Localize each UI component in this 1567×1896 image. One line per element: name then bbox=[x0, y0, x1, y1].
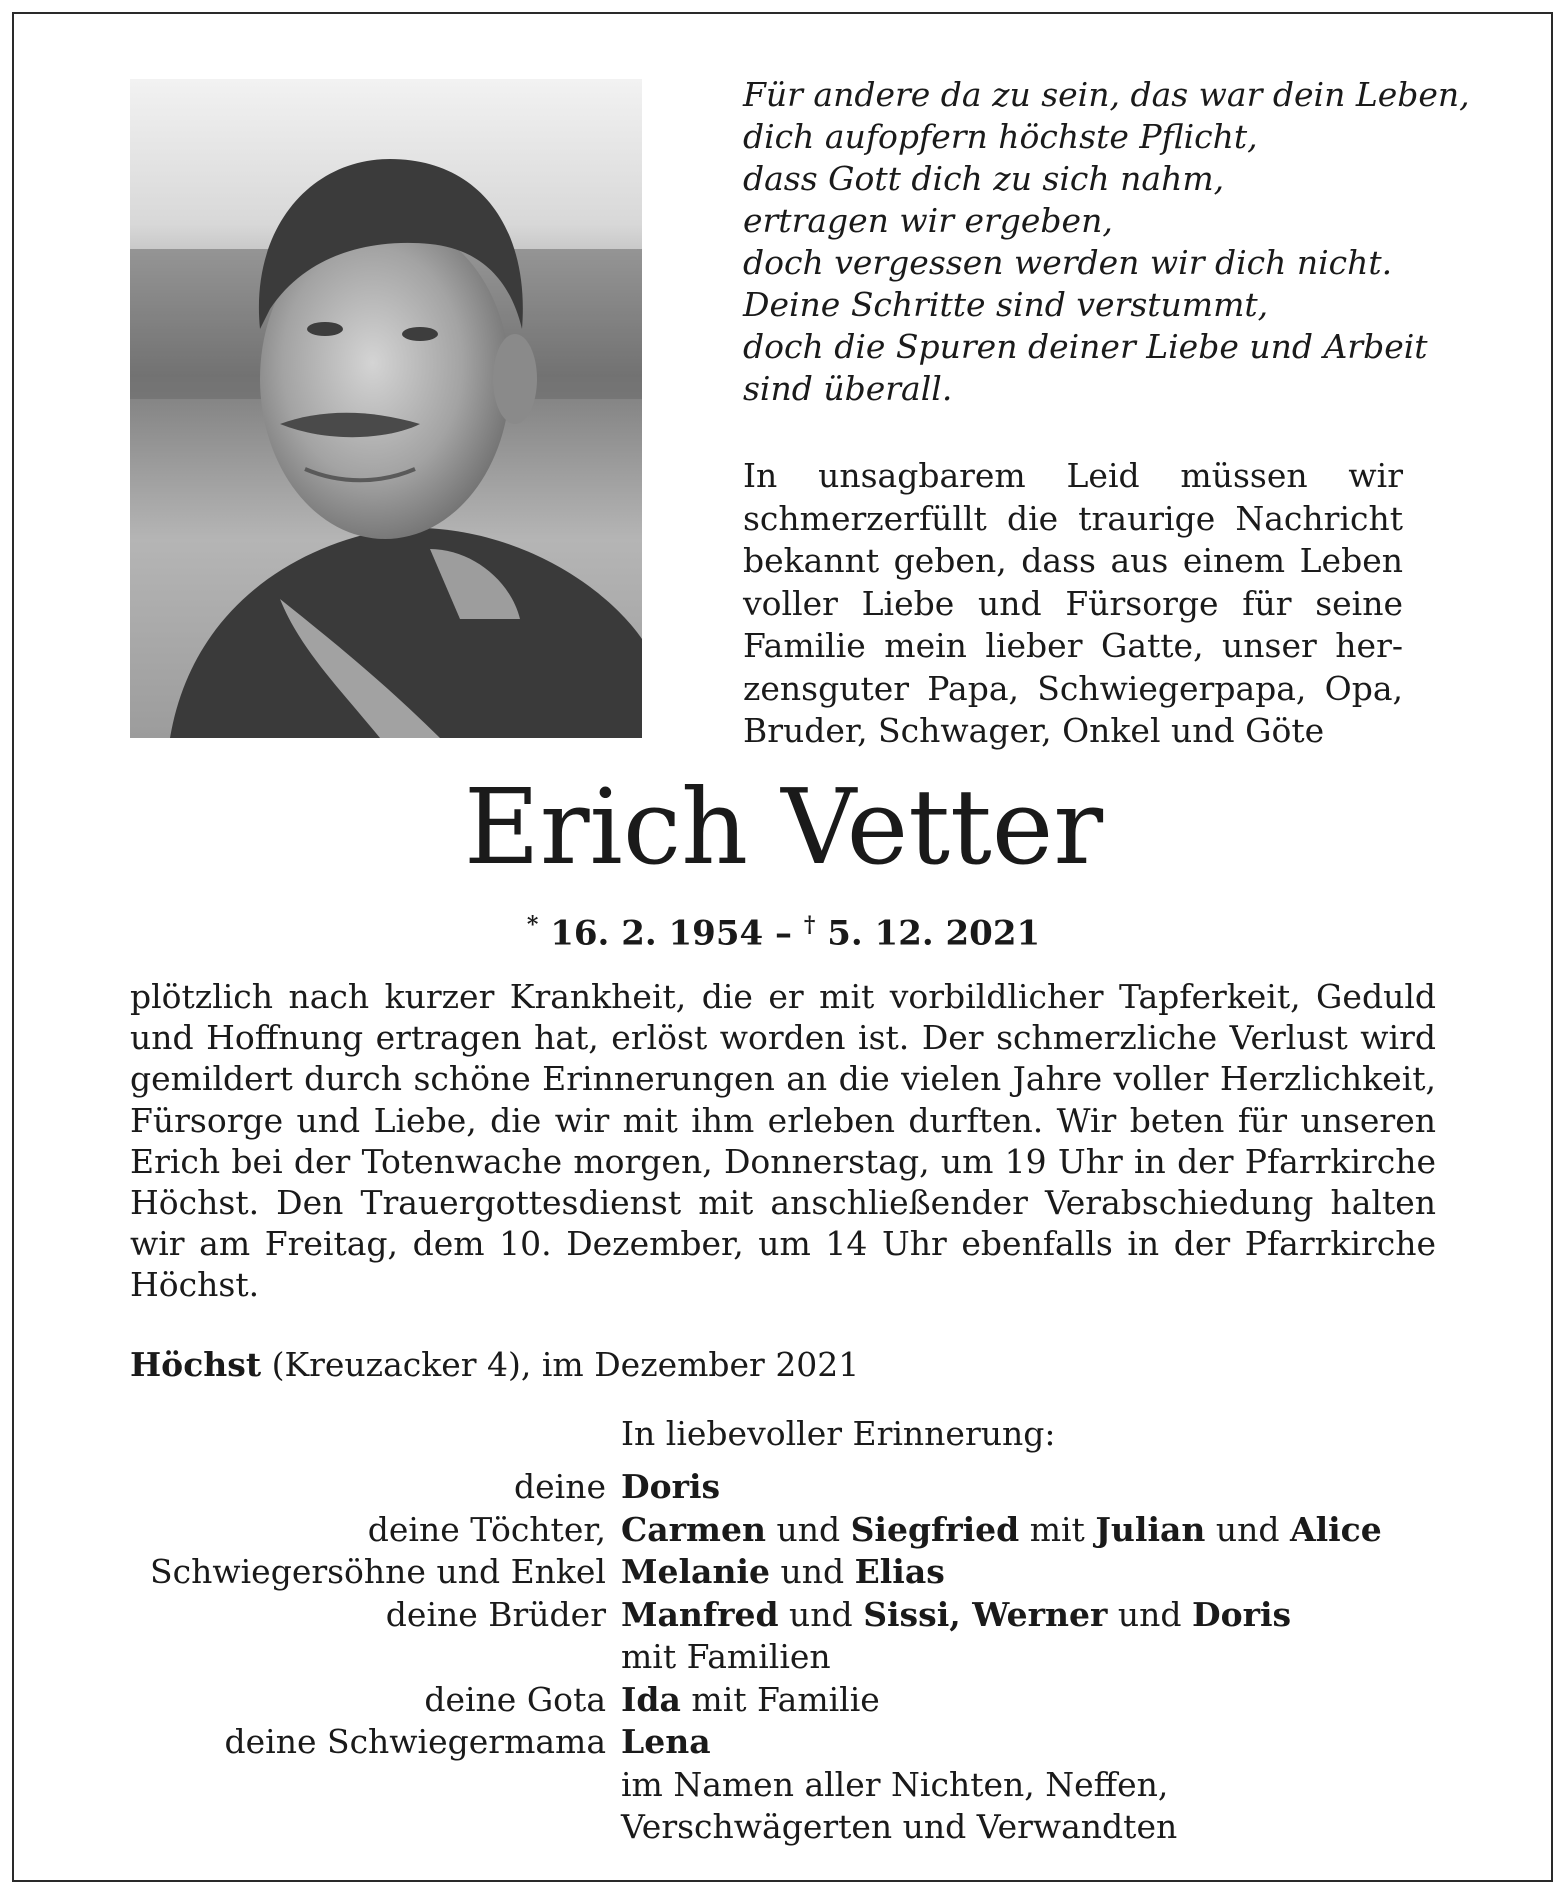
family-relation: deine Töchter, bbox=[367, 1509, 606, 1549]
family-member: Ida bbox=[621, 1679, 681, 1719]
family-connector: und bbox=[1205, 1509, 1290, 1549]
date-separator: – bbox=[775, 913, 792, 954]
portrait-photo bbox=[130, 79, 642, 738]
deceased-name: Erich Vetter bbox=[463, 766, 1104, 888]
family-connector: mit Familie bbox=[680, 1679, 880, 1719]
body-line: und Hoffnung ertragen hat, erlöst worden ist. Der schmerzliche Verlust wird bbox=[130, 1018, 1436, 1058]
family-connector: und bbox=[778, 1594, 864, 1634]
place-and-date bbox=[130, 1345, 859, 1384]
family-relation: deine Brüder bbox=[385, 1594, 606, 1634]
family-names bbox=[621, 1510, 1382, 1549]
announcement-intro bbox=[743, 455, 1403, 753]
poem-line: doch vergessen werden wir dich nicht. bbox=[743, 243, 1393, 282]
family-names bbox=[621, 1637, 831, 1676]
remembrance-heading: In liebevoller Erinnerung: bbox=[621, 1414, 1056, 1453]
body-line: wir am Freitag, dem 10. Dezember, um 14 Uhr ebenfalls in der Pfarrkirche bbox=[130, 1224, 1436, 1264]
family-connector: mit bbox=[1019, 1509, 1096, 1549]
poem-line: Für andere da zu sein, das war dein Leben, bbox=[743, 75, 1470, 114]
family-row bbox=[0, 1595, 1567, 1638]
intro-line: schmerzerfüllt die traurige Nachricht bbox=[743, 498, 1403, 538]
family-row bbox=[0, 1552, 1567, 1595]
poem-line: Deine Schritte sind verstummt, bbox=[743, 285, 1269, 324]
family-member: Melanie bbox=[621, 1552, 770, 1591]
family-connector: und bbox=[1107, 1594, 1192, 1634]
family-member: Alice bbox=[1290, 1509, 1382, 1549]
body-line: Höchst. Den Trauergottesdienst mit anschließender Verabschiedung halten bbox=[130, 1183, 1436, 1223]
body-line: Fürsorge und Liebe, die wir mit ihm erleben durften. Wir beten für unseren bbox=[130, 1100, 1436, 1140]
death-date: 5. 12. 2021 bbox=[827, 913, 1041, 954]
portrait-image bbox=[130, 79, 642, 738]
family-relation: Schwiegersöhne und Enkel bbox=[150, 1552, 606, 1591]
poem-line: ertragen wir ergeben, bbox=[743, 201, 1113, 240]
body-line: Höchst. bbox=[130, 1265, 260, 1305]
family-connector: im Namen aller Nichten, Neffen, bbox=[621, 1764, 1169, 1804]
family-member: Siegfried bbox=[850, 1509, 1020, 1549]
family-list bbox=[0, 1467, 1567, 1850]
family-connector: und bbox=[769, 1552, 855, 1591]
family-connector: mit Familien bbox=[621, 1637, 831, 1676]
family-connector: Verschwägerten und Verwandten bbox=[621, 1807, 1178, 1846]
family-row bbox=[0, 1765, 1567, 1808]
family-member: Julian bbox=[1095, 1509, 1206, 1549]
family-relation: deine bbox=[514, 1467, 606, 1506]
family-names bbox=[621, 1807, 1177, 1846]
family-row bbox=[0, 1467, 1567, 1510]
family-relation: deine Gota bbox=[424, 1679, 606, 1719]
intro-line: voller Liebe und Fürsorge für seine bbox=[743, 583, 1403, 623]
family-names bbox=[621, 1467, 720, 1506]
poem-line: dich aufopfern höchste Pflicht, bbox=[743, 117, 1258, 156]
family-row bbox=[0, 1722, 1567, 1765]
family-member: Carmen bbox=[621, 1509, 766, 1549]
announcement-body bbox=[130, 976, 1436, 1306]
family-member: Elias bbox=[854, 1552, 945, 1591]
family-member: Doris bbox=[1191, 1594, 1292, 1634]
poem-line: dass Gott dich zu sich nahm, bbox=[743, 159, 1225, 198]
place-town: Höchst bbox=[130, 1345, 262, 1384]
family-row bbox=[0, 1680, 1567, 1723]
death-symbol: † bbox=[803, 912, 816, 938]
intro-line: Bruder, Schwager, Onkel und Göte bbox=[743, 711, 1325, 750]
memorial-poem bbox=[743, 74, 1470, 410]
family-names bbox=[621, 1765, 1168, 1804]
family-member: Sissi, Werner bbox=[863, 1594, 1108, 1634]
family-member: Lena bbox=[621, 1722, 711, 1761]
body-line: plötzlich nach kurzer Krankheit, die er mit vorbildlicher Tapferkeit, Geduld bbox=[130, 977, 1436, 1016]
life-dates bbox=[0, 912, 1567, 953]
intro-line: zensguter Papa, Schwiegerpapa, Opa, bbox=[743, 668, 1403, 708]
place-details: (Kreuzacker 4), im Dezember 2021 bbox=[261, 1345, 860, 1384]
family-names bbox=[621, 1552, 945, 1591]
poem-line: sind überall. bbox=[743, 369, 953, 408]
birth-symbol: * bbox=[526, 912, 539, 938]
body-line: Erich bei der Totenwache morgen, Donnerstag, um 19 Uhr in der Pfarrkirche bbox=[130, 1141, 1436, 1181]
birth-date: 16. 2. 1954 bbox=[550, 913, 764, 954]
family-member: Doris bbox=[621, 1467, 721, 1506]
family-member: Manfred bbox=[621, 1594, 779, 1634]
family-row bbox=[0, 1510, 1567, 1553]
poem-line: doch die Spuren deiner Liebe und Arbeit bbox=[743, 327, 1428, 366]
family-row bbox=[0, 1637, 1567, 1680]
family-connector: und bbox=[765, 1509, 851, 1549]
family-row bbox=[0, 1807, 1567, 1850]
family-names bbox=[621, 1722, 711, 1761]
family-names bbox=[621, 1595, 1291, 1634]
family-names bbox=[621, 1680, 880, 1719]
intro-line: In unsagbarem Leid müssen wir bbox=[743, 456, 1403, 495]
intro-line: Familie mein lieber Gatte, unser her- bbox=[743, 626, 1403, 665]
family-relation: deine Schwiegermama bbox=[224, 1722, 606, 1761]
body-line: gemildert durch schöne Erinnerungen an die vielen Jahre voller Herzlichkeit, bbox=[130, 1059, 1436, 1099]
intro-line: bekannt geben, dass aus einem Leben bbox=[743, 541, 1403, 580]
